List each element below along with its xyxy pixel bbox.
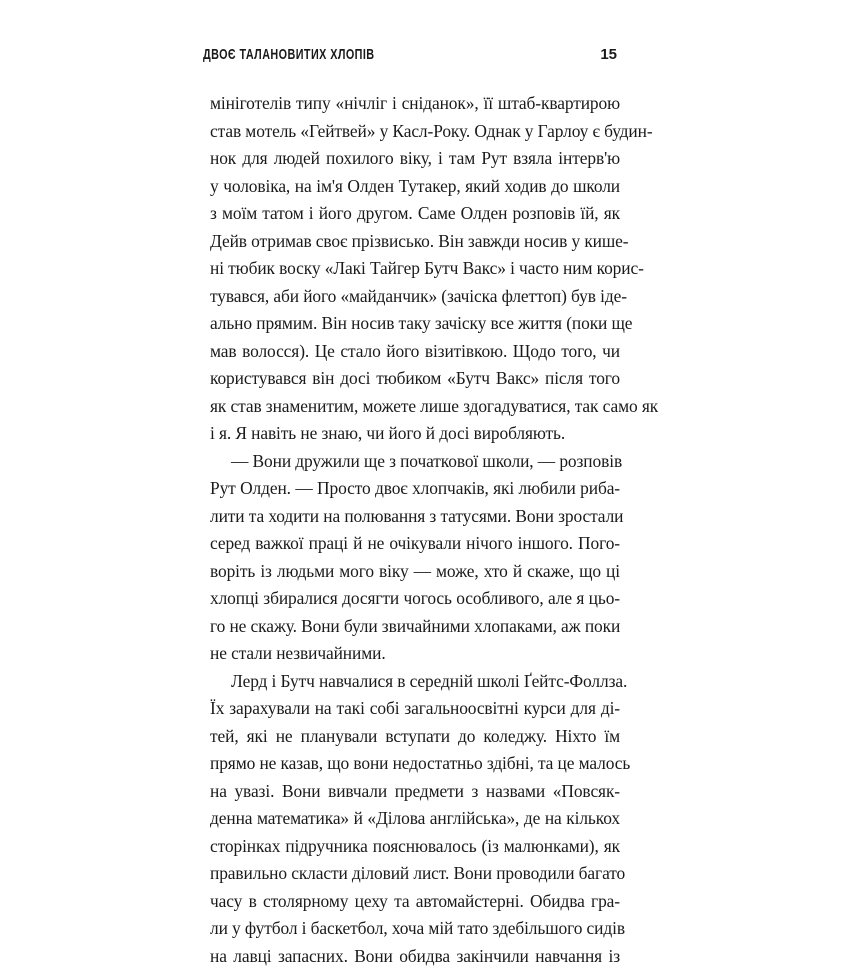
- text-line: Їх зарахували на такі собі загальноосвітні курси для ді-: [210, 695, 620, 723]
- text-line: Рут Олден. — Просто двоє хлопчаків, які любили риба-: [210, 475, 620, 503]
- text-line: ально прямим. Він носив таку зачіску все життя (поки ще: [210, 310, 620, 338]
- text-line: як став знаменитим, можете лише здогадуватися, так само як: [210, 393, 620, 421]
- text-line: став мотель «Гейтвей» у Касл-Року. Однак у Гарлоу є будин-: [210, 118, 620, 146]
- text-line: на лавці запасних. Вони обидва закінчили навчання із: [210, 943, 620, 970]
- text-line: го не скажу. Вони були звичайними хлопаками, аж поки: [210, 613, 620, 641]
- text-line: сторінках підручника пояснювалось (із малюнками), як: [210, 833, 620, 861]
- text-line: у чоловіка, на ім'я Олден Тутакер, який ходив до школи: [210, 173, 620, 201]
- body-text: [210, 90, 620, 970]
- text-line: мав волосся). Це стало його візитівкою. Щодо того, чи: [210, 338, 620, 366]
- text-line: користувався він досі тюбиком «Бутч Вакс» після того: [210, 365, 620, 393]
- text-line: не стали незвичайними.: [210, 640, 620, 668]
- text-line: правильно скласти діловий лист. Вони проводили багато: [210, 860, 620, 888]
- text-line: з моїм татом і його другом. Саме Олден розповів їй, як: [210, 200, 620, 228]
- text-line: лити та ходити на полювання з татусями. Вони зростали: [210, 503, 620, 531]
- text-line: хлопці збиралися досягти чогось особливого, але я цьо-: [210, 585, 620, 613]
- text-line: — Вони дружили ще з початкової школи, — розповів: [210, 448, 620, 476]
- text-line: ні тюбик воску «Лакі Тайгер Бутч Вакс» і часто ним корис-: [210, 255, 620, 283]
- text-line: нок для людей похилого віку, і там Рут взяла інтерв'ю: [210, 145, 620, 173]
- text-line: серед важкої праці й не очікували нічого іншого. Пого-: [210, 530, 620, 558]
- text-line: воріть із людьми мого віку — може, хто й скаже, що ці: [210, 558, 620, 586]
- page-number: 15: [600, 40, 617, 70]
- running-head: [203, 40, 617, 70]
- text-line: часу в столярному цеху та автомайстерні. Обидва гра-: [210, 888, 620, 916]
- text-line: тувався, аби його «майданчик» (зачіска флеттоп) був іде-: [210, 283, 620, 311]
- text-line: тей, які не планували вступати до коледжу. Ніхто їм: [210, 723, 620, 751]
- text-line: ли у футбол і баскетбол, хоча мій тато здебільшого сидів: [210, 915, 620, 943]
- header-title: ДВОЄ ТАЛАНОВИТИХ ХЛОПІВ: [203, 40, 375, 70]
- text-line: прямо не казав, що вони недостатньо здібні, та це малось: [210, 750, 620, 778]
- text-line: мініготелів типу «нічліг і сніданок», її штаб-квартирою: [210, 90, 620, 118]
- text-line: денна математика» й «Ділова англійська», де на кількох: [210, 805, 620, 833]
- text-line: Лерд і Бутч навчалися в середній школі Ґейтс-Фоллза.: [210, 668, 620, 696]
- text-line: на увазі. Вони вивчали предмети з назвами «Повсяк-: [210, 778, 620, 806]
- text-line: Дейв отримав своє прізвисько. Він завжди носив у кише-: [210, 228, 620, 256]
- text-line: і я. Я навіть не знаю, чи його й досі виробляють.: [210, 420, 620, 448]
